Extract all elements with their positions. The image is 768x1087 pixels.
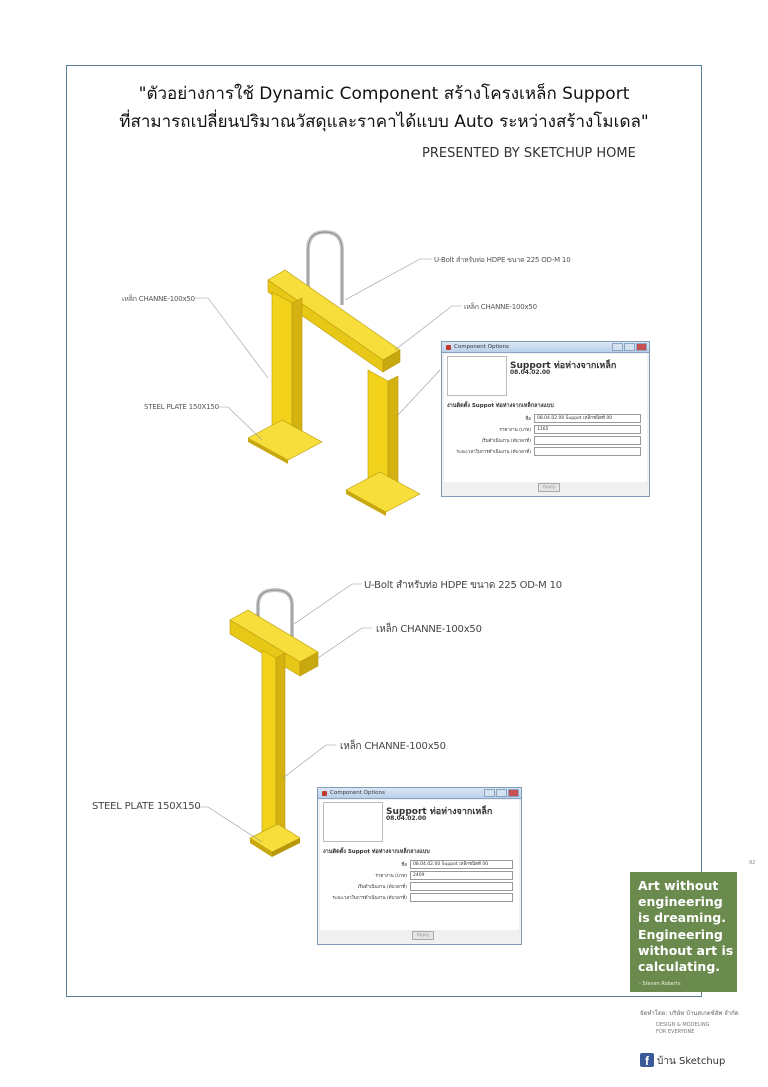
sketchup-icon: [446, 345, 451, 350]
option-label: ชื่อ: [401, 862, 407, 868]
option-field[interactable]: 1165: [534, 425, 641, 434]
tagline: [656, 1022, 709, 1036]
tagline-line-1: DESIGN & MODELING: [656, 1022, 710, 1028]
title-line-1: "ตัวอย่างการใช้ Dynamic Component สร้างโครงเหล็ก Support: [138, 84, 630, 104]
portal-frame-model: [248, 232, 420, 516]
option-row: [444, 436, 641, 444]
dialog-heading: Support ท่อห่างจากเหล็ก: [386, 807, 493, 817]
option-field[interactable]: [410, 882, 513, 891]
option-field[interactable]: [534, 447, 641, 456]
close-button[interactable]: [508, 789, 519, 797]
brand-name: บ้าน Sketchup: [657, 1056, 726, 1067]
option-field[interactable]: [534, 436, 641, 445]
callout-ubolt-fig2: U-Bolt สำหรับท่อ HDPE ขนาด 225 OD-M 10: [364, 580, 562, 591]
option-row: [320, 882, 513, 890]
maximize-button[interactable]: [624, 343, 635, 351]
dialog-section-title: งานติดตั้ง Suppot ท่อห่างจากเหล็กลางแบบ: [323, 849, 430, 855]
option-field[interactable]: 08.04.02.00 Suppot เหล็กชนิดที่ 00: [410, 860, 513, 869]
tagline-line-2: FOR EVERYONE: [656, 1029, 695, 1035]
maximize-button[interactable]: [496, 789, 507, 797]
quote-text: Art without engineering is dreaming. Engineering without art is calculating.: [638, 878, 734, 975]
option-row: [320, 871, 513, 879]
option-label: ชื่อ: [525, 416, 531, 422]
option-label: ราคางาน (บาท): [499, 427, 531, 433]
dialog-titlebar: [442, 342, 649, 353]
option-field[interactable]: [410, 893, 513, 902]
dialog-window-title: Component Options: [330, 790, 385, 796]
dialog-titlebar: [318, 788, 521, 799]
option-row: [444, 425, 641, 433]
t-post-model: [230, 590, 318, 857]
quote-box: [630, 872, 737, 992]
callout-channel-post-fig2: เหล็ก CHANNE-100x50: [340, 741, 446, 752]
quote-author: - Steven Roberts: [639, 981, 681, 987]
option-label: ระยะเวลาในการดำเนินงาน (ดับวลาที่): [456, 449, 531, 455]
option-field[interactable]: 2409: [410, 871, 513, 880]
facebook-icon[interactable]: f: [640, 1053, 654, 1067]
option-label: ราคางาน (บาท): [375, 873, 407, 879]
component-options-dialog-1: [441, 341, 650, 497]
option-row: [320, 860, 513, 868]
minimize-button[interactable]: [484, 789, 495, 797]
apply-button[interactable]: Apply: [412, 931, 434, 940]
callout-channel-left-fig1: เหล็ก CHANNE-100x50: [122, 295, 195, 303]
credit-line: จัดทำโดย: บริษัท บ้านสเกตช์อัพ จำกัด: [640, 1010, 739, 1017]
callout-channel-top-fig1: เหล็ก CHANNE-100x50: [464, 303, 537, 311]
component-options-dialog-2: [317, 787, 522, 945]
option-row: [444, 414, 641, 422]
option-field[interactable]: 08.04.02.00 Suppot เหล็กชนิดที่ 00: [534, 414, 641, 423]
option-label: ระยะเวลาในการดำเนินงาน (ดับวลาที่): [332, 895, 407, 901]
component-code: 08.04.02.00: [386, 815, 427, 822]
callout-plate-fig2: STEEL PLATE 150X150: [92, 801, 201, 812]
option-label: เริ่มดำเนินงาน (ดับวลาที่): [357, 884, 407, 890]
callout-ubolt-fig1: U-Bolt สำหรับท่อ HDPE ขนาด 225 OD-M 10: [434, 256, 571, 264]
component-code: 08.04.02.00: [510, 369, 551, 376]
title-line-2: ที่สามารถเปลี่ยนปริมาณวัสดุและราคาได้แบบ Auto ระหว่างสร้างโมเดล": [119, 112, 649, 132]
leader-lines-fig1: [195, 259, 462, 440]
close-button[interactable]: [636, 343, 647, 351]
page-number: 92: [749, 860, 756, 866]
component-thumbnail: [323, 802, 383, 842]
sketchup-icon: [322, 791, 327, 796]
option-label: เริ่มดำเนินงาน (ดับวลาที่): [481, 438, 531, 444]
presented-by: PRESENTED BY SKETCHUP HOME: [422, 146, 636, 161]
callout-plate-fig1: STEEL PLATE 150X150: [144, 403, 219, 411]
dialog-window-title: Component Options: [454, 344, 509, 350]
minimize-button[interactable]: [612, 343, 623, 351]
component-thumbnail: [447, 356, 507, 396]
option-row: [444, 447, 641, 455]
dialog-section-title: งานติดตั้ง Suppot ท่อห่างจากเหล็กลางแบบ: [447, 403, 554, 409]
option-row: [320, 893, 513, 901]
apply-button[interactable]: Apply: [538, 483, 560, 492]
dialog-heading: Support ท่อห่างจากเหล็ก: [510, 361, 617, 371]
callout-channel-top-fig2: เหล็ก CHANNE-100x50: [376, 624, 482, 635]
